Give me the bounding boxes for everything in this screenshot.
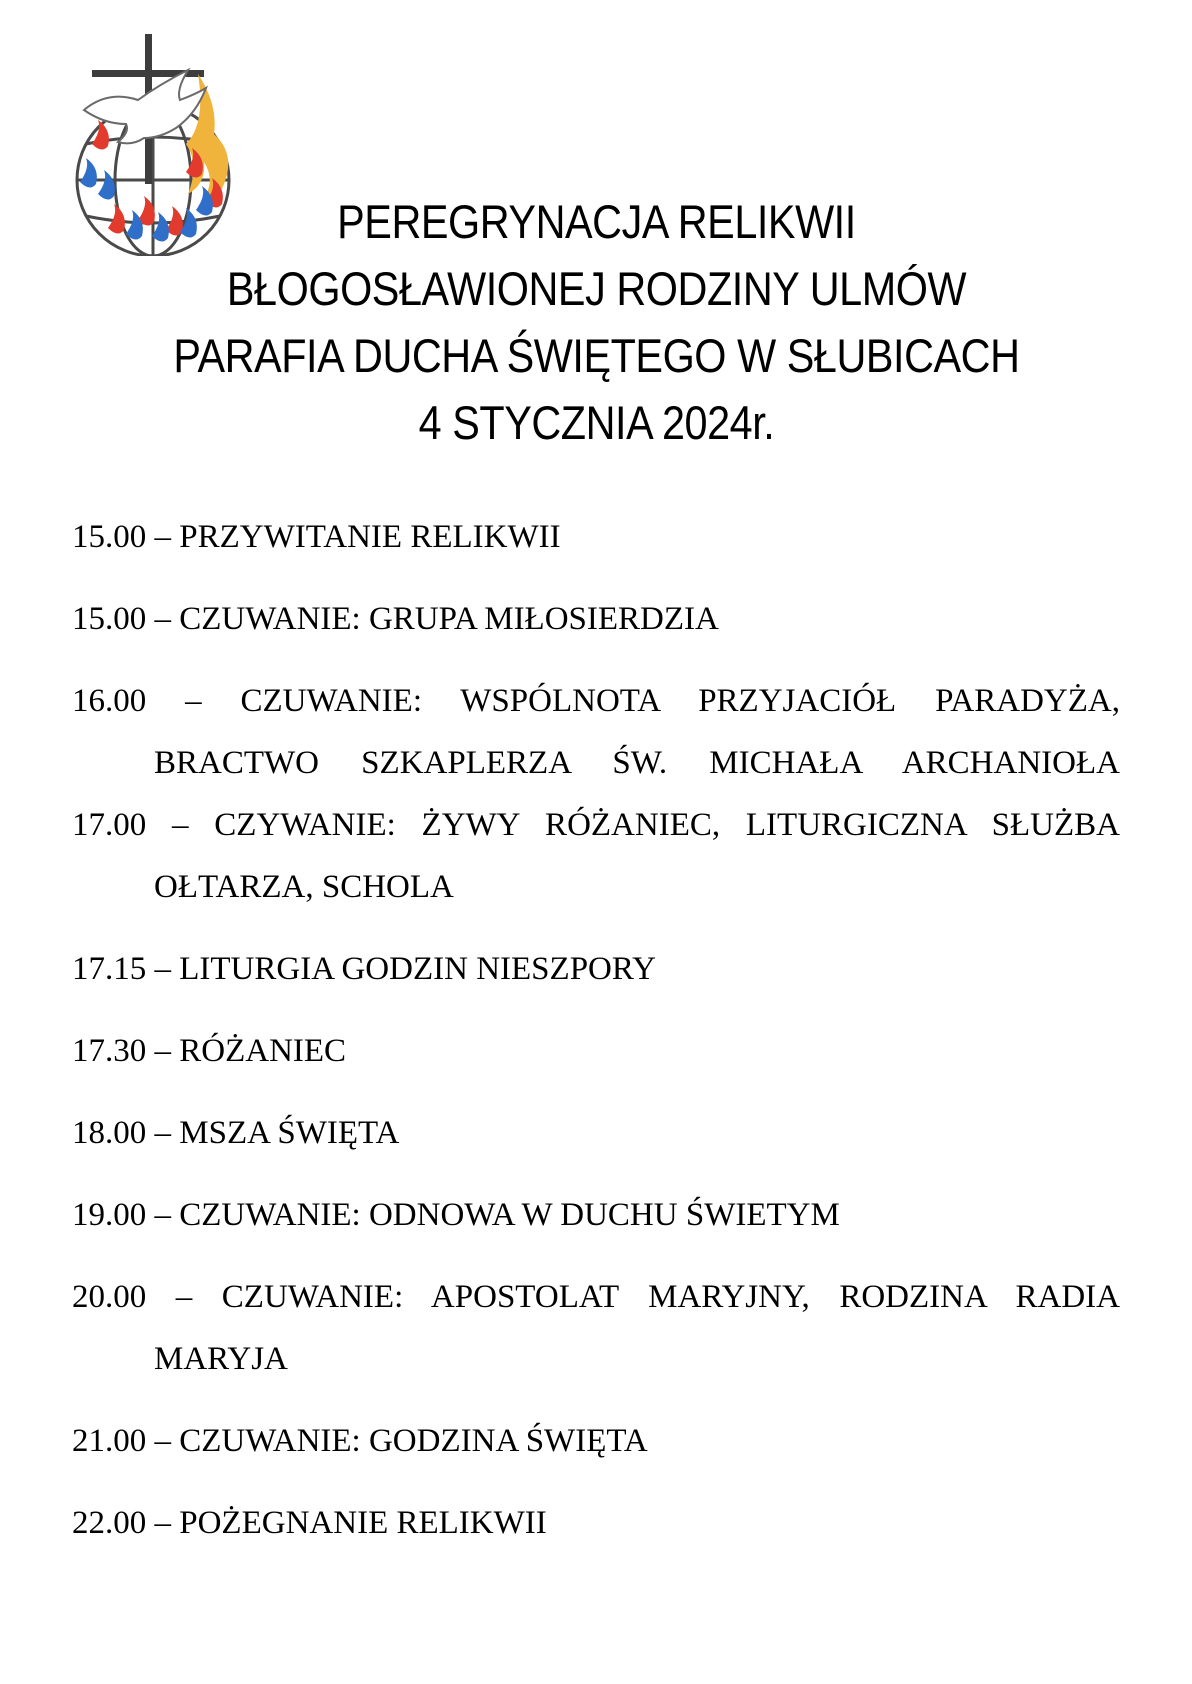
title-line-1: PEREGRYNACJA RELIKWII: [337, 195, 856, 248]
title-line-3: PARAFIA DUCHA ŚWIĘTEGO W SŁUBICACH: [173, 329, 1020, 382]
schedule-item: 18.00 – MSZA ŚWIĘTA: [72, 1115, 400, 1151]
document-title: [72, 188, 1121, 456]
schedule-item: 20.00 – CZUWANIE: APOSTOLAT MARYJNY, RODZINA RADIA MARYJA: [72, 1279, 1120, 1377]
schedule-item: 15.00 – CZUWANIE: GRUPA MIŁOSIERDZIA: [72, 601, 719, 637]
schedule-item: 21.00 – CZUWANIE: GODZINA ŚWIĘTA: [72, 1423, 648, 1459]
schedule-item: 19.00 – CZUWANIE: ODNOWA W DUCHU ŚWIETYM: [72, 1197, 840, 1233]
schedule-item: 15.00 – PRZYWITANIE RELIKWII: [72, 519, 561, 555]
schedule-list: [72, 506, 1120, 1574]
schedule-item: 22.00 – POŻEGNANIE RELIKWII: [72, 1505, 547, 1541]
schedule-item: 17.00 – CZYWANIE: ŻYWY RÓŻANIEC, LITURGICZNA SŁUŻBA OŁTARZA, SCHOLA: [72, 807, 1120, 905]
gold-flame-icon: [186, 74, 228, 206]
title-line-4: 4 STYCZNIA 2024r.: [418, 396, 775, 449]
title-line-2: BŁOGOSŁAWIONEJ RODZINY ULMÓW: [226, 262, 967, 315]
schedule-item: 17.15 – LITURGIA GODZIN NIESZPORY: [72, 951, 656, 987]
schedule-item: 17.30 – RÓŻANIEC: [72, 1033, 347, 1069]
schedule-item: 16.00 – CZUWANIE: WSPÓLNOTA PRZYJACIÓŁ PARADYŻA, BRACTWO SZKAPLERZA ŚW. MICHAŁA ARCHANIOŁA: [72, 683, 1120, 781]
